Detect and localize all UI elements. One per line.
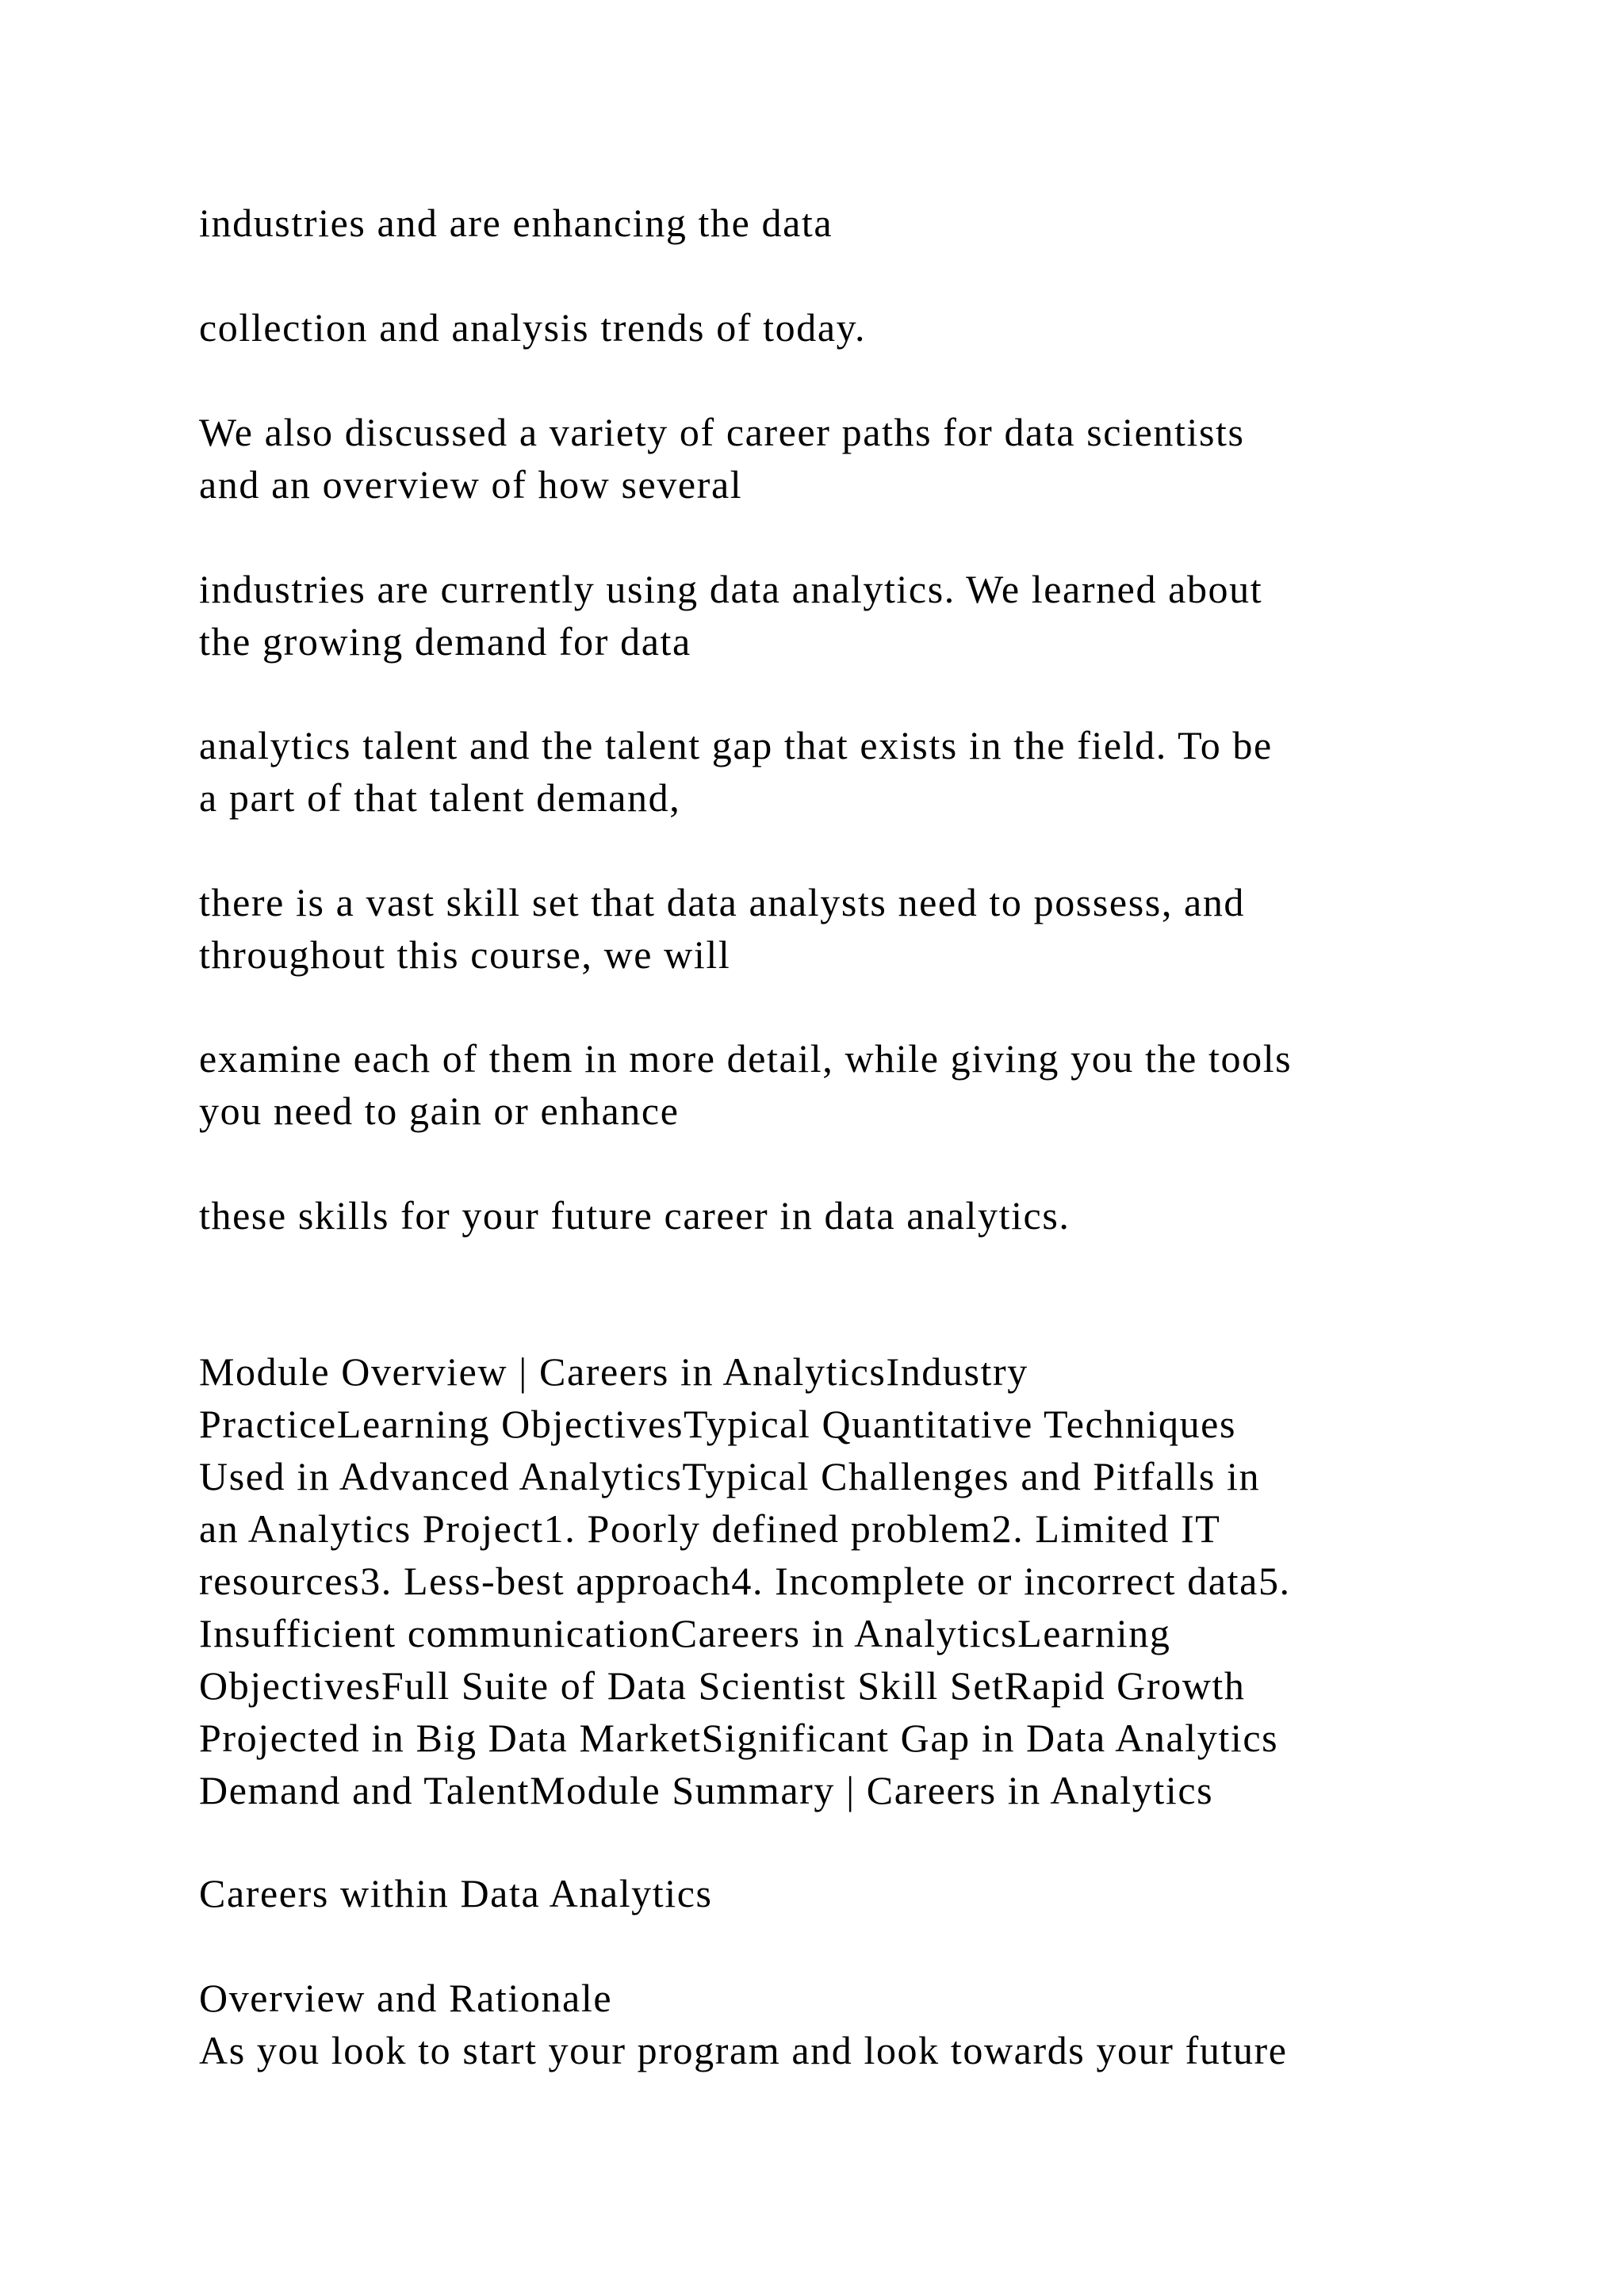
text-line: Overview and Rationale xyxy=(199,1976,613,2020)
text-line: Demand and TalentModule Summary | Careers in Analytics xyxy=(199,1768,1214,1812)
paragraph-industries-using-analytics xyxy=(199,563,1468,668)
text-line: Projected in Big Data MarketSignificant Gap in Data Analytics xyxy=(199,1716,1279,1760)
text-line: and an overview of how several xyxy=(199,462,743,507)
text-line: these skills for your future career in data analytics. xyxy=(199,1193,1071,1238)
text-line: ObjectivesFull Suite of Data Scientist Skill SetRapid Growth xyxy=(199,1663,1246,1708)
text-line: resources3. Less-best approach4. Incomplete or incorrect data5. xyxy=(199,1559,1291,1603)
text-line: the growing demand for data xyxy=(199,619,691,664)
paragraph-talent-gap xyxy=(199,719,1468,824)
text-line: collection and analysis trends of today. xyxy=(199,305,867,350)
paragraph-module-overview-outline xyxy=(199,1345,1468,1816)
paragraph-collection-analysis xyxy=(199,301,1468,354)
text-line: industries and are enhancing the data xyxy=(199,201,833,245)
paragraph-future-career xyxy=(199,1189,1468,1242)
text-line: industries are currently using data analytics. We learned about xyxy=(199,567,1263,611)
paragraph-skill-set xyxy=(199,876,1468,981)
text-line: throughout this course, we will xyxy=(199,932,731,977)
text-line: Careers within Data Analytics xyxy=(199,1871,713,1915)
text-line: you need to gain or enhance xyxy=(199,1089,680,1133)
paragraph-career-paths xyxy=(199,406,1468,511)
paragraph-industries-enhancing xyxy=(199,197,1468,249)
text-line: an Analytics Project1. Poorly defined problem2. Limited IT xyxy=(199,1506,1221,1551)
section-heading-careers-within-data-analytics xyxy=(199,1867,1468,1919)
text-line: analytics talent and the talent gap that exists in the field. To be xyxy=(199,723,1273,767)
text-line: PracticeLearning ObjectivesTypical Quantitative Techniques xyxy=(199,1402,1237,1446)
text-line: We also discussed a variety of career paths for data scientists xyxy=(199,410,1245,454)
text-line: Module Overview | Careers in AnalyticsIndustry xyxy=(199,1349,1028,1394)
paragraph-overview-rationale xyxy=(199,1972,1468,2076)
text-line: As you look to start your program and look towards your future xyxy=(199,2028,1288,2072)
text-line: there is a vast skill set that data analysts need to possess, and xyxy=(199,880,1246,924)
paragraph-examine-tools xyxy=(199,1032,1468,1137)
text-line: examine each of them in more detail, while giving you the tools xyxy=(199,1036,1293,1081)
text-line: a part of that talent demand, xyxy=(199,775,681,820)
text-line: Insufficient communicationCareers in AnalyticsLearning xyxy=(199,1611,1171,1655)
text-line: Used in Advanced AnalyticsTypical Challenges and Pitfalls in xyxy=(199,1454,1261,1498)
